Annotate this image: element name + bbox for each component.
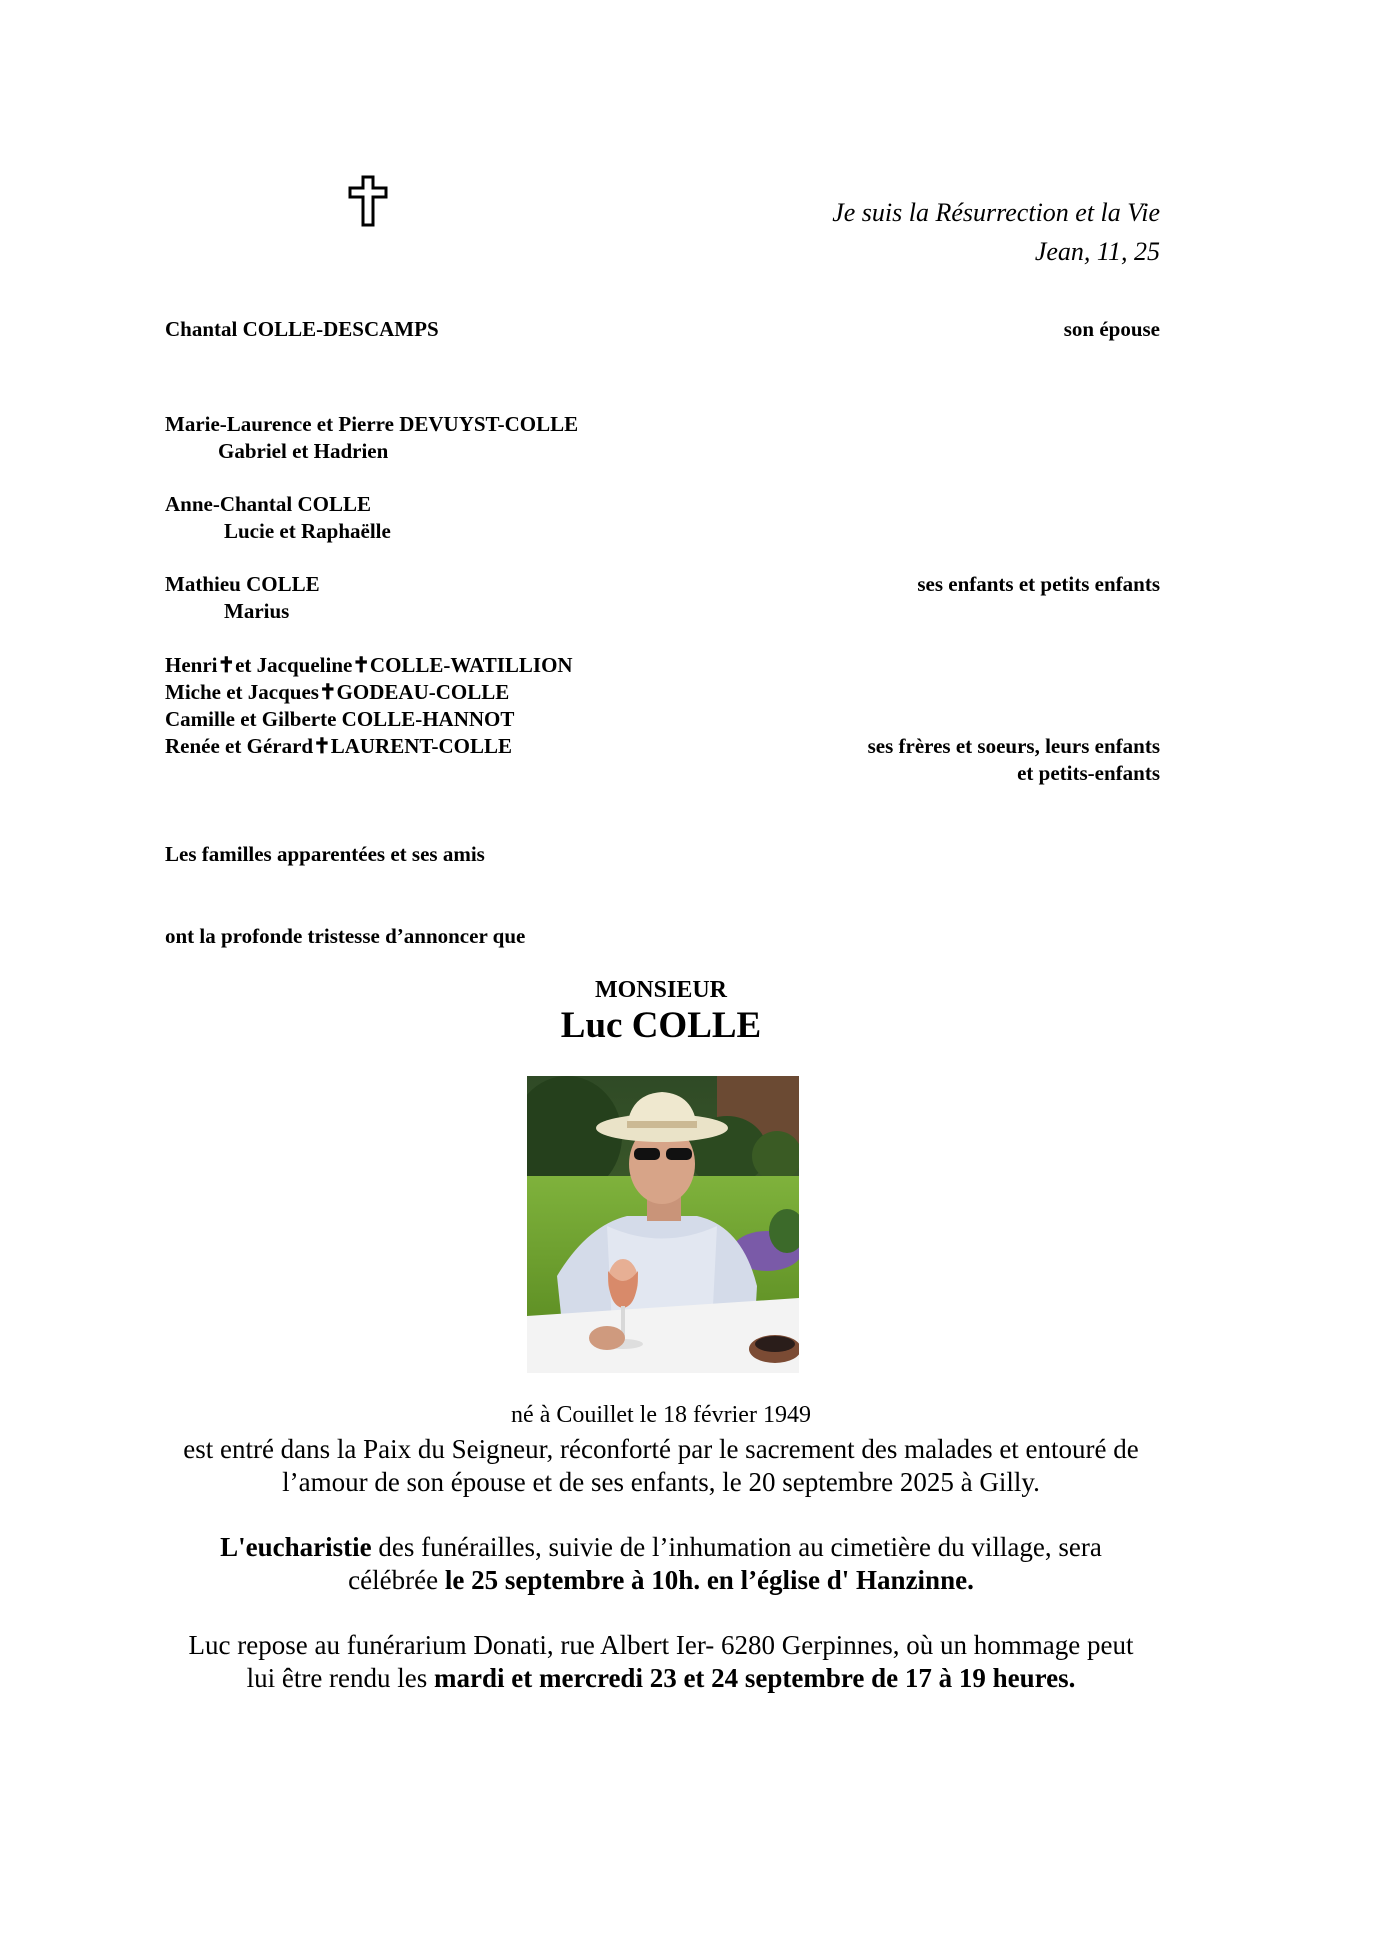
spouse-name: Chantal COLLE-DESCAMPS: [165, 317, 439, 341]
visitation-line-1: Luc repose au funérarium Donati, rue Albert Ier- 6280 Gerpinnes, où un hommage peut: [188, 1630, 1134, 1660]
ceremony-line-1: [0, 1531, 1322, 1564]
announce-line: ont la profonde tristesse d’annoncer que: [165, 924, 526, 948]
cross-icon: [347, 175, 389, 227]
ceremony-text: célébrée: [348, 1565, 445, 1595]
visitation-text: lui être rendu les: [246, 1663, 435, 1693]
scripture-quote: Je suis la Résurrection et la Vie: [832, 198, 1160, 227]
children-role: ses enfants et petits enfants: [917, 572, 1160, 596]
death-line: l’amour de son épouse et de ses enfants, le 20 septembre 2025 à Gilly.: [282, 1467, 1040, 1497]
ceremony-emphasis: L'eucharistie: [220, 1532, 372, 1562]
child-parents: Marie-Laurence et Pierre DEVUYST-COLLE: [165, 412, 579, 436]
portrait-photo: [527, 1076, 799, 1373]
portrait-illustration: [527, 1076, 799, 1373]
visitation-dates: mardi et mercredi 23 et 24 septembre de 17 à 19 heures.: [434, 1663, 1076, 1693]
grandchildren: Lucie et Raphaëlle: [224, 519, 391, 543]
sibling-line: Renée et Gérard✝LAURENT-COLLE: [165, 734, 512, 758]
siblings-role: ses frères et soeurs, leurs enfants: [867, 734, 1160, 758]
grandchildren: Marius: [224, 599, 290, 623]
families-line: Les familles apparentées et ses amis: [165, 842, 485, 866]
child-parents: Anne-Chantal COLLE: [165, 492, 371, 516]
sibling-line: Camille et Gilberte COLLE-HANNOT: [165, 707, 515, 731]
sibling-line: Henri✝et Jacqueline✝COLLE-WATILLION: [165, 653, 573, 677]
sibling-line: Miche et Jacques✝GODEAU-COLLE: [165, 680, 510, 704]
ceremony-text: des funérailles, suivie de l’inhumation au cimetière du village, sera: [371, 1532, 1102, 1562]
visitation-line-2: [0, 1662, 1322, 1695]
grandchildren: Gabriel et Hadrien: [218, 439, 389, 463]
spouse-role: son épouse: [1063, 317, 1160, 341]
siblings-role: et petits-enfants: [1017, 761, 1160, 785]
death-line: est entré dans la Paix du Seigneur, réconforté par le sacrement des malades et entouré de: [183, 1434, 1139, 1464]
ceremony-line-2: [0, 1564, 1322, 1597]
scripture-reference: Jean, 11, 25: [1034, 237, 1160, 266]
child-parents: Mathieu COLLE: [165, 572, 320, 596]
deceased-title: MONSIEUR: [594, 977, 727, 1003]
ceremony-date: le 25 septembre à 10h. en l’église d' Hanzinne.: [444, 1565, 974, 1595]
birth-line: né à Couillet le 18 février 1949: [511, 1402, 811, 1428]
deceased-name: Luc COLLE: [560, 1005, 762, 1046]
